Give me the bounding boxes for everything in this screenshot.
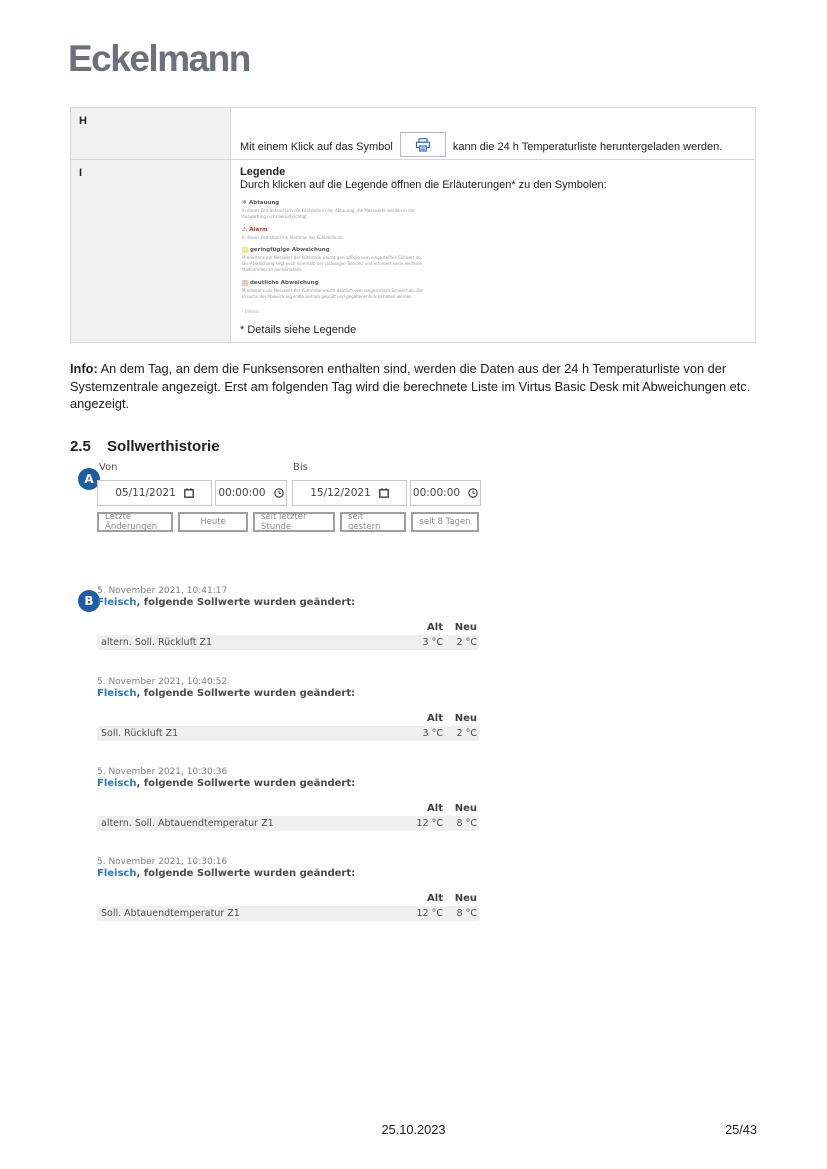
defrost-icon: ❄	[242, 199, 248, 206]
table-row	[71, 160, 756, 343]
entry-value-header	[97, 893, 479, 904]
legend-item-desc: Mindestens ein Messwert der Kühlstelle weicht deutlich vom eingestellten Sollwert ab. Die Ursache der Abweichung sollte zeitnah geprüft und gegebenenfalls behoben werden.	[242, 287, 423, 299]
entry-message: , folgende Sollwerte wurden geändert:	[136, 868, 356, 879]
source-link[interactable]: Fleisch	[97, 868, 137, 879]
row-h-text-after: kann die 24 h Temperaturliste heruntergeladen werden.	[452, 141, 723, 153]
row-value-i	[231, 160, 756, 343]
seit-letzter-stunde-button[interactable]: seit letzter Stunde	[253, 512, 335, 532]
clock-icon[interactable]	[468, 488, 478, 498]
legend-item-desc: In dieser Zeit befand sich die Kühlstelle in der Abtauung, die Messwerte werden in der Auswertung nicht berücksichtigt.	[242, 208, 415, 219]
alt-value: 3 °C	[422, 728, 443, 739]
neu-value: 8 °C	[456, 908, 477, 919]
row-key-i: I	[71, 160, 231, 343]
entry-timestamp: 5. November 2021, 10:30:36	[97, 767, 228, 777]
legende-intro: Durch klicken auf die Legende öffnen die Erläuterungen* zu den Symbolen:	[240, 179, 607, 191]
entry-source-line	[97, 597, 479, 608]
neu-value: 2 °C	[456, 728, 477, 739]
param-name: altern. Soll. Abtauendtemperatur Z1	[101, 818, 274, 829]
info-paragraph	[70, 360, 764, 413]
clock-icon[interactable]	[274, 488, 284, 498]
quick-range-buttons	[97, 512, 479, 532]
history-entry	[97, 677, 479, 741]
entry-message: , folgende Sollwerte wurden geändert:	[136, 778, 356, 789]
row-value-h	[231, 108, 756, 160]
major-deviation-swatch-icon	[242, 280, 248, 286]
seit-8-tagen-button[interactable]: seit 8 Tagen	[411, 512, 479, 532]
legend-item-alarm	[242, 227, 522, 241]
printer-icon	[415, 138, 431, 152]
section-title: Sollwerthistorie	[107, 438, 220, 455]
legend-item-label: Abtauung	[249, 200, 280, 206]
neu-header: Neu	[454, 713, 477, 724]
legend-item-defrost	[242, 200, 522, 220]
seit-gestern-button[interactable]: seit gestern	[340, 512, 406, 532]
callout-badge-b: B	[78, 590, 100, 612]
alt-header: Alt	[427, 713, 443, 724]
neu-header: Neu	[454, 622, 477, 633]
row-h-text-before: Mit einem Klick auf das Symbol	[240, 141, 393, 153]
von-date-value: 05/11/2021	[115, 487, 176, 499]
legend-item-desc: Mindestens ein Messwert der Kühlstelle weicht geringfügig vom eingestellten Sollwert ab. Die Abweichung liegt noch innerhalb der zulässigen Toleranz und erfordert keine weiteren Maßnahmen an der Kühlstelle.	[242, 255, 423, 272]
bis-label: Bis	[293, 462, 308, 473]
alarm-icon: ⚠	[242, 225, 248, 233]
legend-screenshot	[242, 200, 522, 314]
alt-header: Alt	[427, 803, 443, 814]
bis-time-value: 00:00:00	[412, 487, 461, 499]
history-entry	[97, 767, 479, 831]
footer-page-number: 25/43	[724, 1122, 757, 1137]
bis-time-input[interactable]	[410, 480, 481, 506]
von-date-input[interactable]	[97, 480, 212, 506]
neu-header: Neu	[454, 893, 477, 904]
legende-footnote: * Details siehe Legende	[240, 324, 357, 337]
von-time-input[interactable]	[215, 480, 287, 506]
entry-source-line	[97, 868, 479, 879]
legend-item-label: deutliche Abweichung	[250, 279, 319, 286]
alt-value: 12 °C	[416, 908, 443, 919]
entry-timestamp: 5. November 2021, 10:41:17	[97, 586, 228, 596]
neu-value: 8 °C	[456, 818, 477, 829]
alt-header: Alt	[427, 622, 443, 633]
legend-item-label: geringfügige Abweichung	[250, 247, 330, 254]
letzte-aenderungen-button[interactable]: Letzte Änderungen	[97, 512, 173, 532]
callout-badge-a: A	[78, 468, 100, 490]
legend-item-major-deviation	[242, 280, 522, 300]
legend-item-desc: In dieser Zeit stand ein Alarm an der Kühlstelle an.	[242, 234, 344, 240]
entry-timestamp: 5. November 2021, 10:30:16	[97, 857, 228, 867]
heute-button[interactable]: Heute	[178, 512, 248, 532]
entry-message: , folgende Sollwerte wurden geändert:	[136, 688, 356, 699]
entry-value-row	[97, 906, 479, 921]
legend-item-minor-deviation	[242, 247, 522, 272]
entry-source-line	[97, 778, 479, 789]
source-link[interactable]: Fleisch	[97, 688, 137, 699]
legend-mini-footnote: ¹ Details	[242, 309, 259, 315]
calendar-icon[interactable]	[379, 488, 389, 498]
neu-header: Neu	[454, 803, 477, 814]
bis-date-input[interactable]	[292, 480, 407, 506]
von-label: Von	[99, 462, 118, 473]
legend-item-label: Alarm	[249, 226, 268, 233]
param-name: altern. Soll. Rückluft Z1	[101, 637, 213, 648]
info-text: An dem Tag, an dem die Funksensoren enthalten sind, werden die Daten aus der 24 h Temperaturliste von der Systemzentrale angezeigt. Erst am folgenden Tag wird die berechnete Liste im Virtus Basic Desk mit Abweichungen etc. angezeigt.	[70, 361, 751, 412]
table-row	[71, 108, 756, 160]
entry-value-header	[97, 622, 479, 633]
section-heading	[70, 438, 220, 455]
calendar-icon[interactable]	[184, 488, 194, 498]
legende-title: Legende	[240, 166, 286, 178]
entry-value-header	[97, 713, 479, 724]
entry-value-row	[97, 726, 479, 741]
source-link[interactable]: Fleisch	[97, 778, 137, 789]
von-time-value: 00:00:00	[218, 487, 266, 499]
print-button[interactable]	[400, 132, 446, 157]
alt-header: Alt	[427, 893, 443, 904]
reference-table	[70, 107, 756, 343]
history-entry	[97, 857, 479, 921]
entry-value-header	[97, 803, 479, 814]
info-label: Info:	[70, 361, 98, 376]
entry-source-line	[97, 688, 479, 699]
entry-value-row	[97, 635, 479, 650]
entry-timestamp: 5. November 2021, 10:40:52	[97, 677, 228, 687]
source-link[interactable]: Fleisch	[97, 597, 137, 608]
entry-message: , folgende Sollwerte wurden geändert:	[136, 597, 356, 608]
alt-value: 3 °C	[422, 637, 443, 648]
minor-deviation-swatch-icon	[242, 247, 248, 253]
eckelmann-logo: Eckelmann	[68, 38, 250, 79]
row-key-h: H	[71, 108, 231, 160]
param-name: Soll. Abtauendtemperatur Z1	[101, 908, 240, 919]
history-entry	[97, 586, 479, 650]
alt-value: 12 °C	[416, 818, 443, 829]
bis-date-value: 15/12/2021	[310, 487, 371, 499]
footer-date: 25.10.2023	[381, 1122, 446, 1137]
neu-value: 2 °C	[456, 637, 477, 648]
section-number: 2.5	[70, 438, 91, 455]
entry-value-row	[97, 816, 479, 831]
param-name: Soll. Rückluft Z1	[101, 728, 179, 739]
